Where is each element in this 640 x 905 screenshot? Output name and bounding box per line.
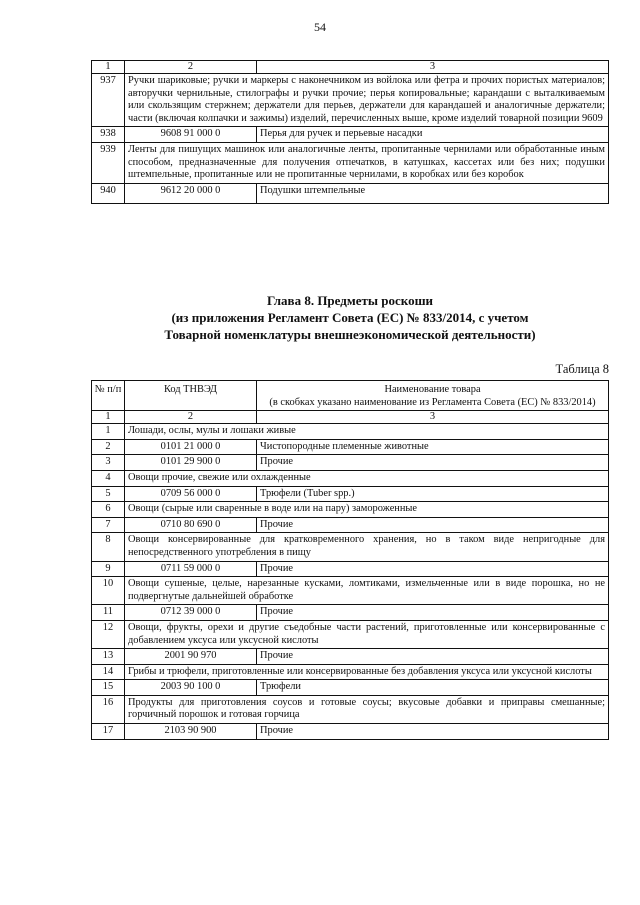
row-number: 10 — [92, 577, 125, 605]
product-name: Прочие — [257, 455, 609, 471]
row-number: 938 — [92, 127, 125, 143]
row-number: 12 — [92, 620, 125, 648]
row-number: 4 — [92, 470, 125, 486]
table-row — [92, 680, 609, 696]
table-row — [92, 695, 609, 723]
row-number: 11 — [92, 605, 125, 621]
index-cell: 2 — [125, 411, 257, 424]
row-number: 939 — [92, 142, 125, 183]
product-category: Овощи консервированные для кратковременного хранения, но в таком виде непригодные для непосредственного употребления в пищу — [125, 533, 609, 561]
product-name: Прочие — [257, 649, 609, 665]
product-category: Овощи сушеные, целые, нарезанные кусками, ломтиками, измельченные или в виде порошка, но не подвергнутые дальнейшей обработке — [125, 577, 609, 605]
table-row — [92, 127, 609, 143]
chapter-subtitle-line: (из приложения Регламент Совета (ЕС) № 833/2014, с учетом — [171, 310, 529, 325]
table-row — [92, 486, 609, 502]
row-number: 17 — [92, 724, 125, 740]
product-name: Ленты для пишущих машинок или аналогичные ленты, пропитанные чернилами или обработанные иным способом, предназначенные для получения отпечатков, в катушках, кассетах или без них; подушки штемпельные, пропитанные или не пропитанные чернилами, в коробках или без коробок — [125, 142, 609, 183]
table-row — [92, 620, 609, 648]
product-name: Трюфели — [257, 680, 609, 696]
product-name: Чистопородные племенные животные — [257, 439, 609, 455]
row-number: 6 — [92, 502, 125, 518]
tnved-code: 9612 20 000 0 — [125, 183, 257, 204]
product-category: Грибы и трюфели, приготовленные или консервированные без добавления уксуса или уксусной кислоты — [125, 664, 609, 680]
tnved-code: 2003 90 100 0 — [125, 680, 257, 696]
row-number: 9 — [92, 561, 125, 577]
index-cell: 3 — [257, 61, 609, 74]
table-row — [92, 649, 609, 665]
product-name: Прочие — [257, 517, 609, 533]
tnved-code: 0101 29 900 0 — [125, 455, 257, 471]
row-number: 940 — [92, 183, 125, 204]
row-number: 15 — [92, 680, 125, 696]
index-cell: 1 — [92, 411, 125, 424]
row-number: 14 — [92, 664, 125, 680]
continuation-table — [91, 60, 609, 204]
chapter-title: Глава 8. Предметы роскоши — [266, 293, 434, 308]
table-row — [92, 724, 609, 740]
tnved-code: 2001 90 970 — [125, 649, 257, 665]
row-number: 8 — [92, 533, 125, 561]
index-cell: 3 — [257, 411, 609, 424]
tnved-code: 0710 80 690 0 — [125, 517, 257, 533]
index-cell: 1 — [92, 61, 125, 74]
product-name: Подушки штемпельные — [257, 183, 609, 204]
table-row — [92, 533, 609, 561]
tnved-code: 2103 90 900 — [125, 724, 257, 740]
tnved-code: 0101 21 000 0 — [125, 439, 257, 455]
table-row — [92, 577, 609, 605]
product-name: Ручки шариковые; ручки и маркеры с наконечником из войлока или фетра и прочих пористых материалов; авторучки чернильные, стилографы и ручки прочие; перья копировальные; карандаши с выталкиваемым или скользящим стержнем; держатели для перьев, держатели для карандашей и аналогичные держатели; части (включая колпачки и зажимы) изделий, перечисленных выше, кроме изделий товарной позиции 9609 — [125, 74, 609, 127]
product-category: Лошади, ослы, мулы и лошаки живые — [125, 424, 609, 440]
table-row — [92, 664, 609, 680]
page-number: 54 — [314, 20, 326, 34]
table-index-row — [92, 61, 609, 74]
product-category: Овощи прочие, свежие или охлажденные — [125, 470, 609, 486]
row-number: 7 — [92, 517, 125, 533]
table-row — [92, 470, 609, 486]
luxury-goods-table — [91, 380, 609, 740]
chapter-subtitle-line: Товарной номенклатуры внешнеэкономической деятельности) — [164, 327, 536, 342]
table-row — [92, 455, 609, 471]
product-name: Перья для ручек и перьевые насадки — [257, 127, 609, 143]
tnved-code: 0711 59 000 0 — [125, 561, 257, 577]
product-name: Прочие — [257, 724, 609, 740]
table-row — [92, 502, 609, 518]
table-row — [92, 183, 609, 204]
tnved-code: 0712 39 000 0 — [125, 605, 257, 621]
row-number: 16 — [92, 695, 125, 723]
row-number: 1 — [92, 424, 125, 440]
table-row — [92, 74, 609, 127]
table-row — [92, 439, 609, 455]
table-row — [92, 424, 609, 440]
column-header-code: Код ТНВЭД — [125, 381, 257, 411]
table-row — [92, 142, 609, 183]
tnved-code: 9608 91 000 0 — [125, 127, 257, 143]
row-number: 2 — [92, 439, 125, 455]
product-category: Овощи, фрукты, орехи и другие съедобные части растений, приготовленные или консервированные с добавлением уксуса или уксусной кислоты — [125, 620, 609, 648]
chapter-heading — [60, 292, 640, 343]
row-number: 937 — [92, 74, 125, 127]
product-name: Трюфели (Tuber spp.) — [257, 486, 609, 502]
table-row — [92, 517, 609, 533]
product-category: Овощи (сырые или сваренные в воде или на пару) замороженные — [125, 502, 609, 518]
column-header-num: № п/п — [92, 381, 125, 411]
tnved-code: 0709 56 000 0 — [125, 486, 257, 502]
row-number: 13 — [92, 649, 125, 665]
product-category: Продукты для приготовления соусов и готовые соусы; вкусовые добавки и приправы смешанные; горчичный порошок и готовая горчица — [125, 695, 609, 723]
table-index-row — [92, 411, 609, 424]
table-header-row — [92, 381, 609, 411]
table-label: Таблица 8 — [555, 362, 609, 376]
row-number: 5 — [92, 486, 125, 502]
product-name: Прочие — [257, 561, 609, 577]
table-row — [92, 561, 609, 577]
row-number: 3 — [92, 455, 125, 471]
column-header-name-note: (в скобках указано наименование из Регламента Совета (ЕС) № 833/2014) — [269, 396, 596, 408]
column-header-name — [257, 381, 609, 411]
index-cell: 2 — [125, 61, 257, 74]
product-name: Прочие — [257, 605, 609, 621]
column-header-name-line: Наименование товара — [384, 384, 481, 395]
table-row — [92, 605, 609, 621]
